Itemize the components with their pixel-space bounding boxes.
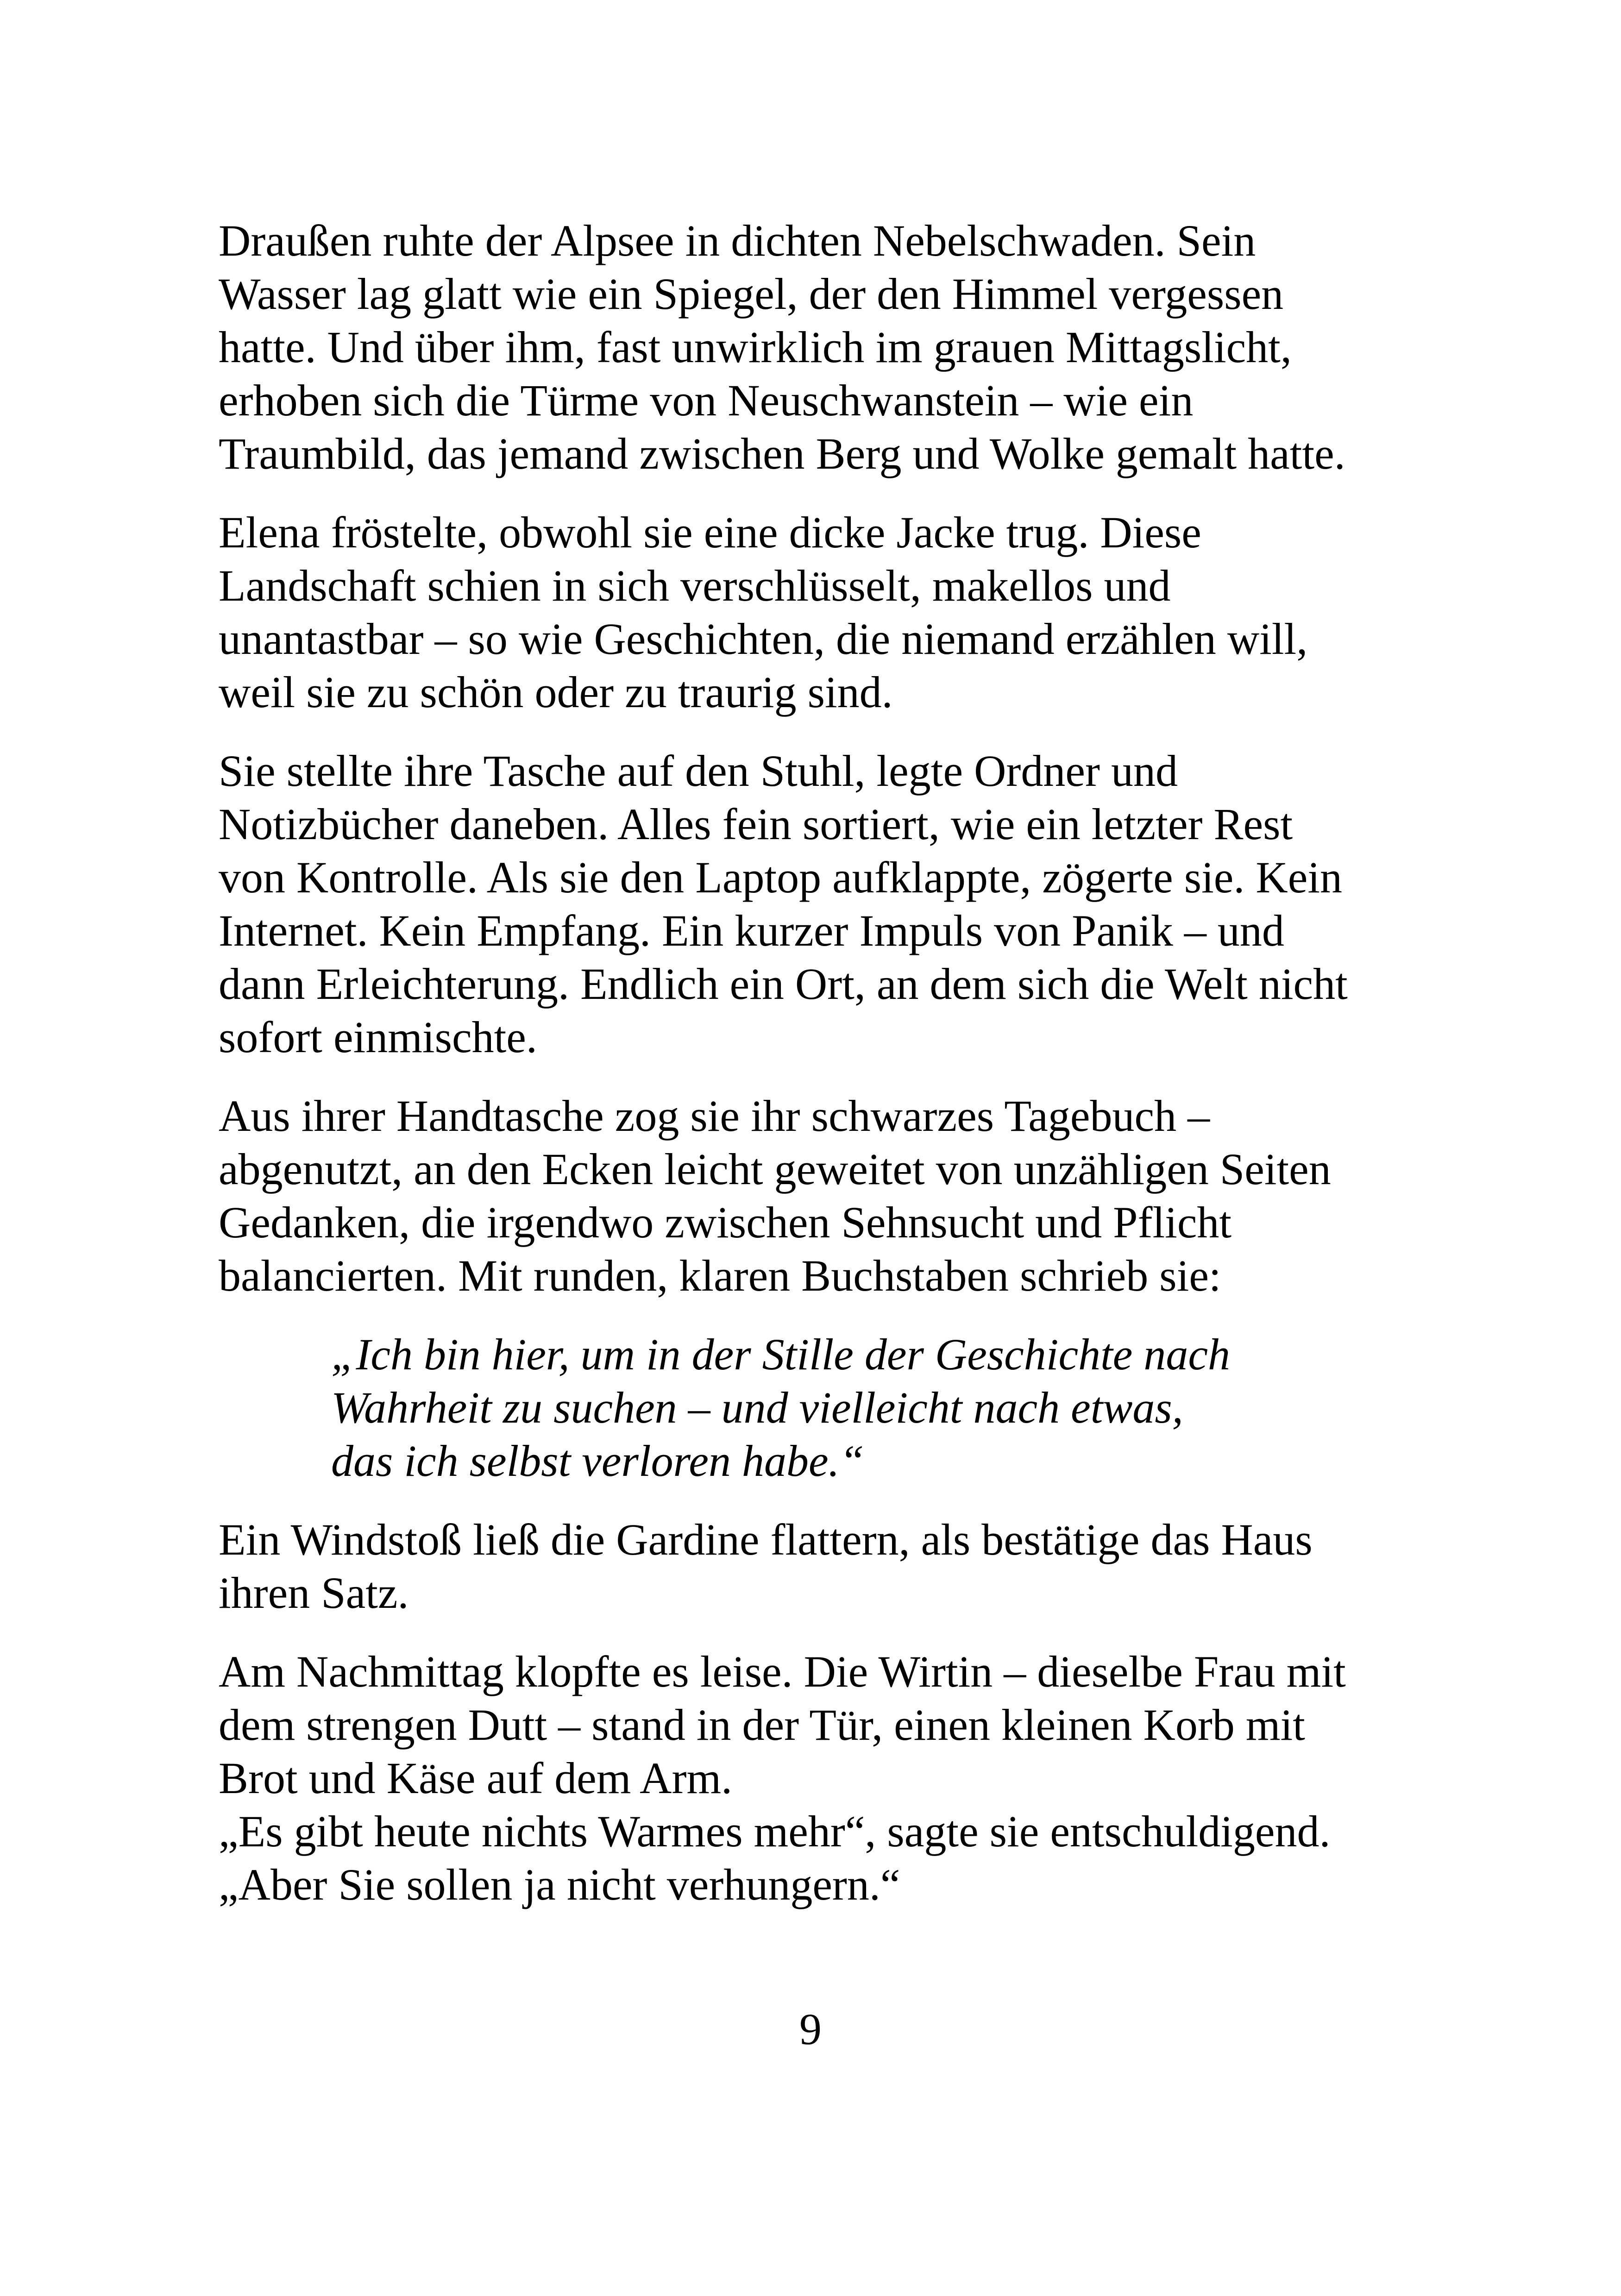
page-number: 9	[799, 2004, 822, 2054]
paragraph-spacer	[219, 719, 1432, 744]
paragraph-1	[219, 214, 1432, 480]
text-line: Traumbild, das jemand zwischen Berg und Wolke gemalt hatte.	[219, 429, 1345, 478]
text-line: Sie stellte ihre Tasche auf den Stuhl, legte Ordner und	[219, 746, 1178, 796]
text-line: unantastbar – so wie Geschichten, die niemand erzählen will,	[219, 614, 1308, 664]
text-line: Internet. Kein Empfang. Ein kurzer Impuls von Panik – und	[219, 906, 1284, 955]
text-line: Landschaft schien in sich verschlüsselt, makellos und	[219, 561, 1171, 610]
body-text	[219, 214, 1432, 1911]
text-line: weil sie zu schön oder zu traurig sind.	[219, 667, 893, 717]
text-line: hatte. Und über ihm, fast unwirklich im grauen Mittagslicht,	[219, 322, 1292, 372]
text-line: von Kontrolle. Als sie den Laptop aufklappte, zögerte sie. Kein	[219, 853, 1343, 902]
quote-line: das ich selbst verloren habe.“	[331, 1436, 864, 1486]
paragraph-spacer	[219, 480, 1432, 506]
text-line: „Es gibt heute nichts Warmes mehr“, sagte sie entschuldigend.	[219, 1807, 1331, 1856]
text-line: ihren Satz.	[219, 1568, 409, 1618]
paragraph-4	[219, 1089, 1432, 1302]
text-line: Draußen ruhte der Alpsee in dichten Nebelschwaden. Sein	[219, 216, 1256, 265]
paragraph-spacer	[219, 1302, 1432, 1328]
text-line: „Aber Sie sollen ja nicht verhungern.“	[219, 1860, 900, 1909]
text-line: sofort einmischte.	[219, 1012, 537, 1062]
paragraph-2	[219, 506, 1432, 719]
text-line: dann Erleichterung. Endlich ein Ort, an dem sich die Welt nicht	[219, 959, 1348, 1009]
text-line: Brot und Käse auf dem Arm.	[219, 1753, 733, 1803]
paragraph-7	[219, 1645, 1432, 1911]
paragraph-6	[219, 1513, 1432, 1619]
text-line: Notizbücher daneben. Alles fein sortiert, wie ein letzter Rest	[219, 799, 1293, 849]
quote-line: Wahrheit zu suchen – und vielleicht nach etwas,	[331, 1383, 1183, 1432]
paragraph-spacer	[219, 1487, 1432, 1513]
text-line: Aus ihrer Handtasche zog sie ihr schwarzes Tagebuch –	[219, 1091, 1210, 1141]
paragraph-spacer	[219, 1064, 1432, 1089]
text-line: Ein Windstoß ließ die Gardine flattern, als bestätige das Haus	[219, 1515, 1313, 1564]
text-line: Elena fröstelte, obwohl sie eine dicke Jacke trug. Diese	[219, 508, 1201, 557]
text-line: dem strengen Dutt – stand in der Tür, einen kleinen Korb mit	[219, 1700, 1305, 1750]
text-line: Wasser lag glatt wie ein Spiegel, der den Himmel vergessen	[219, 269, 1284, 319]
paragraph-3	[219, 744, 1432, 1064]
text-line: balancierten. Mit runden, klaren Buchstaben schrieb sie:	[219, 1251, 1221, 1300]
text-line: Gedanken, die irgendwo zwischen Sehnsucht und Pflicht	[219, 1198, 1232, 1247]
text-line: erhoben sich die Türme von Neuschwanstein – wie ein	[219, 376, 1194, 425]
text-line: Am Nachmittag klopfte es leise. Die Wirtin – dieselbe Frau mit	[219, 1647, 1346, 1696]
diary-quote	[219, 1328, 1432, 1487]
quote-line: „Ich bin hier, um in der Stille der Geschichte nach	[331, 1330, 1230, 1379]
paragraph-spacer	[219, 1619, 1432, 1645]
text-line: abgenutzt, an den Ecken leicht geweitet von unzähligen Seiten	[219, 1144, 1331, 1194]
